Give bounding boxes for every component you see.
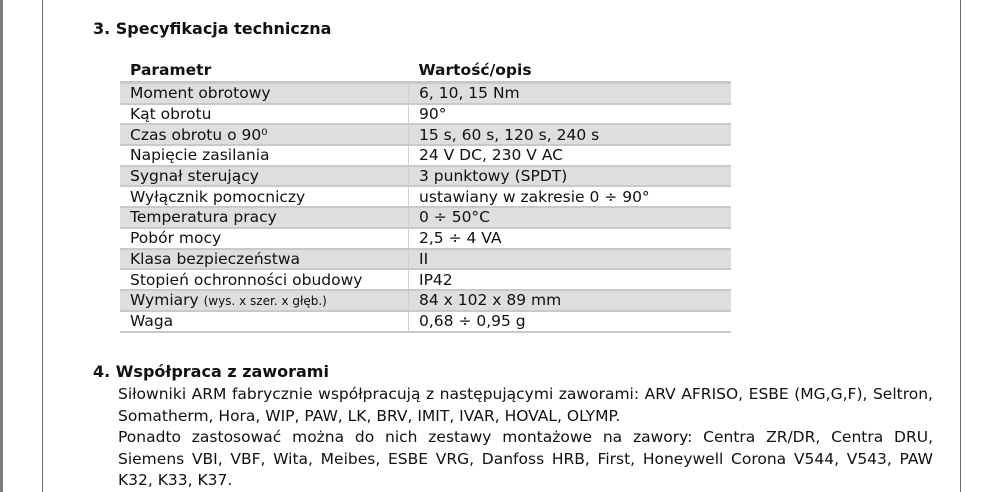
viewer-edge xyxy=(0,0,3,492)
param-label: Napięcie zasilania xyxy=(130,146,270,165)
value-cell: 84 x 102 x 89 mm xyxy=(409,290,732,311)
section-3-heading: 3. Specyfikacja techniczna xyxy=(93,19,332,38)
section-4-body xyxy=(118,384,933,492)
param-label: Klasa bezpieczeństwa xyxy=(130,249,301,268)
table-row xyxy=(120,145,731,166)
value-cell: II xyxy=(409,249,732,270)
param-cell xyxy=(120,83,409,104)
param-cell xyxy=(120,228,409,249)
param-label: Moment obrotowy xyxy=(130,84,271,103)
table-row xyxy=(120,83,731,104)
param-cell xyxy=(120,166,409,187)
param-cell xyxy=(120,207,409,228)
value-cell: IP42 xyxy=(409,269,732,290)
value-cell: 24 V DC, 230 V AC xyxy=(409,145,732,166)
paragraph: Siłowniki ARM fabrycznie współpracują z następującymi zaworami: ARV AFRISO, ESBE (MG,G,F), Seltron, Somatherm, Hora, WIP, PAW, LK, BRV, IMIT, IVAR, HOVAL, OLYMP. xyxy=(118,385,933,425)
table-header-row xyxy=(120,59,731,83)
param-label: Czas obrotu o 90⁰ xyxy=(130,125,268,144)
table-row xyxy=(120,124,731,145)
header-wartosc: Wartość/opis xyxy=(409,59,732,83)
param-label: Waga xyxy=(130,312,174,331)
table-row xyxy=(120,269,731,290)
param-cell xyxy=(120,145,409,166)
value-cell: 3 punktowy (SPDT) xyxy=(409,166,732,187)
param-cell xyxy=(120,186,409,207)
param-cell xyxy=(120,104,409,125)
param-cell xyxy=(120,124,409,145)
table-row xyxy=(120,207,731,228)
table-row xyxy=(120,104,731,125)
param-label: Wyłącznik pomocniczy xyxy=(130,187,306,206)
table-row xyxy=(120,166,731,187)
value-cell: 0,68 ÷ 0,95 g xyxy=(409,311,732,332)
value-cell: 2,5 ÷ 4 VA xyxy=(409,228,732,249)
param-cell xyxy=(120,311,409,332)
value-cell: 0 ÷ 50°C xyxy=(409,207,732,228)
param-label: Kąt obrotu xyxy=(130,105,212,124)
param-label: Temperatura pracy xyxy=(130,208,277,227)
param-cell xyxy=(120,249,409,270)
param-cell xyxy=(120,290,409,311)
spec-table xyxy=(120,59,731,333)
value-cell: 90° xyxy=(409,104,732,125)
header-parametr: Parametr xyxy=(120,59,409,83)
table-row xyxy=(120,290,731,311)
paragraph: Ponadto zastosować można do nich zestawy montażowe na zawory: Centra ZR/DR, Centra DRU, Siemens VBI, VBF, Wita, Meibes, ESBE VRG, Danfoss HRB, First, Honeywell Corona V544, V543, PAW K32, K33, K37. xyxy=(118,428,933,490)
param-label: Pobór mocy xyxy=(130,229,222,248)
value-cell: 15 s, 60 s, 120 s, 240 s xyxy=(409,124,732,145)
param-label: Wymiary xyxy=(130,290,199,309)
table-row xyxy=(120,228,731,249)
value-cell: ustawiany w zakresie 0 ÷ 90° xyxy=(409,186,732,207)
value-cell: 6, 10, 15 Nm xyxy=(409,83,732,104)
param-label: Stopień ochronności obudowy xyxy=(130,270,363,289)
param-note: (wys. x szer. x głęb.) xyxy=(203,293,327,308)
table-row xyxy=(120,186,731,207)
table-row xyxy=(120,311,731,332)
param-cell xyxy=(120,269,409,290)
table-row xyxy=(120,249,731,270)
section-4-heading: 4. Współpraca z zaworami xyxy=(93,362,329,381)
param-label: Sygnał sterujący xyxy=(130,167,259,186)
